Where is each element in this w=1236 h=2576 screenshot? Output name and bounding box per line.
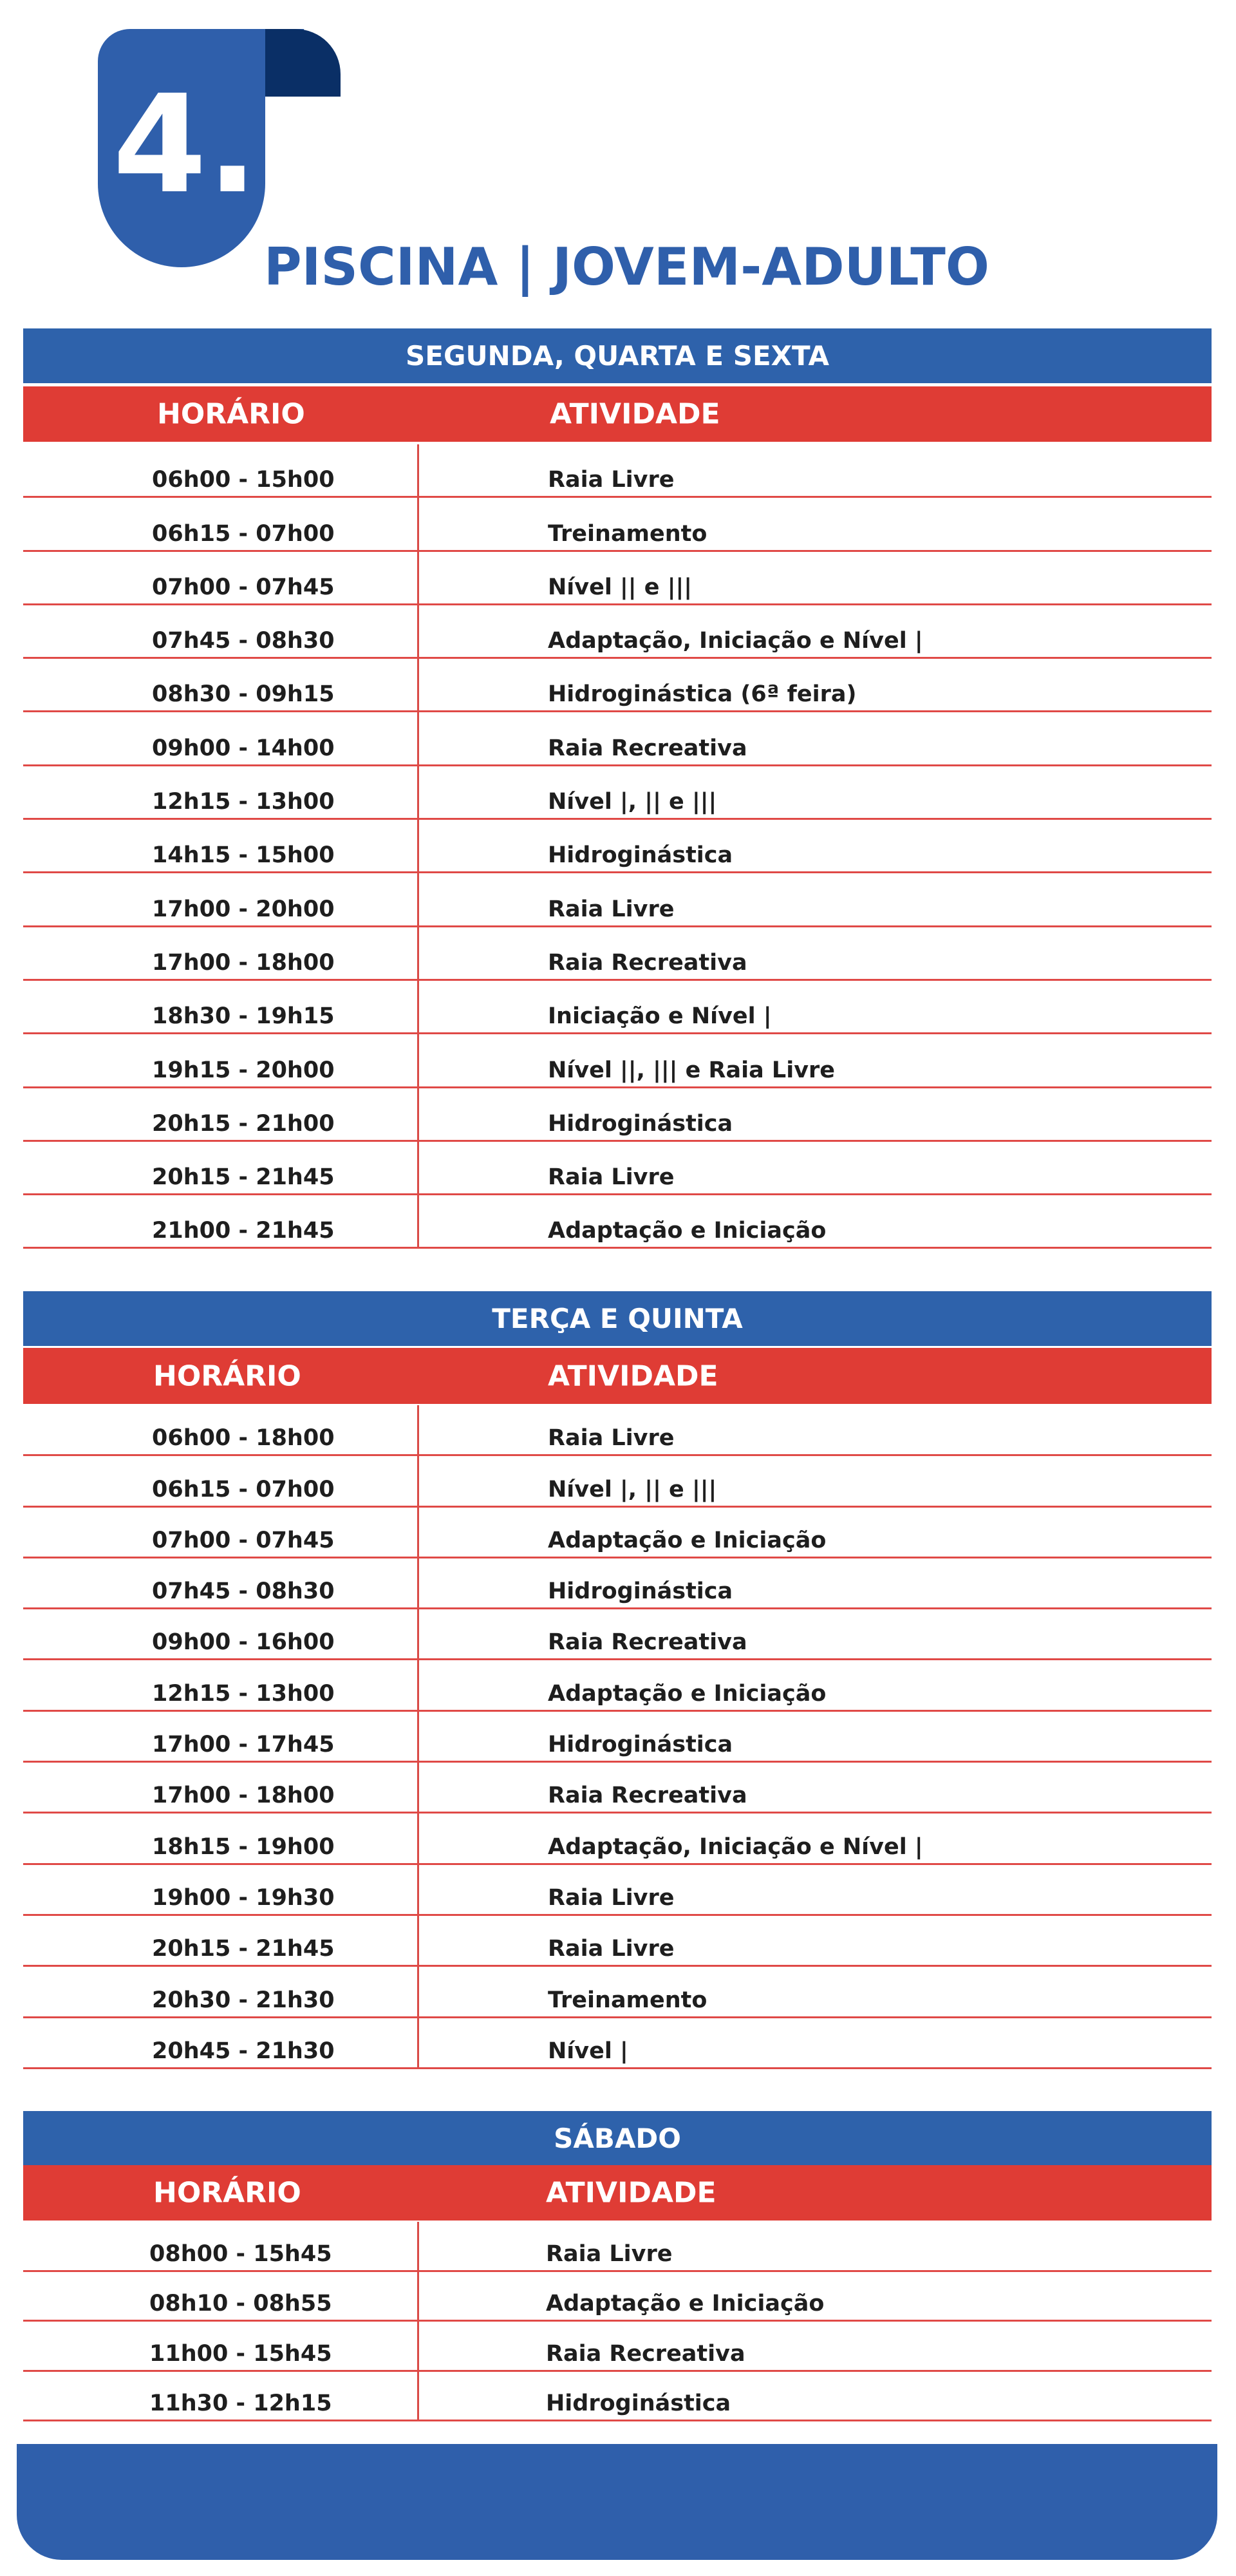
column-header-time: HORÁRIO — [153, 2176, 301, 2210]
schedule-table-body — [23, 1405, 1212, 2069]
row-time: 08h30 - 09h15 — [152, 681, 335, 708]
row-time: 18h15 - 19h00 — [152, 1833, 335, 1860]
table-row — [23, 1865, 1212, 1916]
table-row — [23, 1916, 1212, 1967]
row-time: 07h00 - 07h45 — [152, 1527, 335, 1553]
row-time: 20h45 - 21h30 — [152, 2038, 335, 2064]
table-row — [23, 1814, 1212, 1864]
row-activity: Hidroginástica — [548, 1110, 733, 1137]
row-time: 17h00 - 18h00 — [152, 1783, 335, 1809]
section-title: SÁBADO — [23, 2111, 1212, 2165]
row-time: 17h00 - 20h00 — [152, 896, 335, 922]
table-row — [23, 1142, 1212, 1195]
row-activity: Raia Livre — [548, 1164, 675, 1191]
row-time: 12h15 - 13h00 — [152, 1680, 335, 1707]
row-activity: Nível |, || e ||| — [548, 1476, 717, 1502]
row-activity: Nível ||, ||| e Raia Livre — [548, 1057, 836, 1083]
row-activity: Raia Livre — [548, 1936, 675, 1962]
row-time: 12h15 - 13h00 — [152, 789, 335, 815]
section-number: 4. — [113, 66, 258, 223]
row-time: 17h00 - 17h45 — [152, 1732, 335, 1758]
table-row — [23, 981, 1212, 1034]
row-activity: Nível || e ||| — [548, 574, 693, 600]
row-activity: Raia Livre — [548, 467, 675, 493]
row-time: 19h15 - 20h00 — [152, 1057, 335, 1083]
table-row — [23, 1456, 1212, 1507]
row-time: 07h00 - 07h45 — [152, 574, 335, 600]
schedule-table-body — [23, 444, 1212, 1249]
table-row — [23, 659, 1212, 712]
row-time: 07h45 - 08h30 — [152, 1578, 335, 1605]
column-header-time: HORÁRIO — [157, 397, 305, 431]
table-row — [23, 1088, 1212, 1142]
row-time: 19h00 - 19h30 — [152, 1884, 335, 1911]
row-time: 20h15 - 21h45 — [152, 1164, 335, 1191]
table-row — [23, 1195, 1212, 1249]
row-activity: Raia Livre — [548, 896, 675, 922]
row-activity: Hidroginástica — [548, 1732, 733, 1758]
row-time: 20h15 - 21h00 — [152, 1110, 335, 1137]
table-row — [23, 605, 1212, 659]
table-header — [23, 1348, 1212, 1404]
badge-fold — [265, 29, 341, 97]
table-row — [23, 1558, 1212, 1609]
footer-band — [17, 2444, 1217, 2560]
row-activity: Hidroginástica — [548, 842, 733, 869]
row-time: 08h10 - 08h55 — [149, 2291, 332, 2316]
column-header-activity: ATIVIDADE — [550, 397, 720, 431]
row-activity: Raia Recreativa — [548, 949, 747, 976]
row-time: 20h30 - 21h30 — [152, 1987, 335, 2013]
row-activity: Raia Livre — [548, 1884, 675, 1911]
table-row — [23, 2272, 1212, 2322]
table-row — [23, 766, 1212, 820]
row-activity: Adaptação, Iniciação e Nível | — [548, 1833, 923, 1860]
row-activity: Raia Recreativa — [548, 1783, 747, 1809]
column-header-activity: ATIVIDADE — [548, 1359, 718, 1392]
row-activity: Hidroginástica — [546, 2391, 731, 2416]
section-title: TERÇA E QUINTA — [23, 1291, 1212, 1346]
table-row — [23, 444, 1212, 498]
table-row — [23, 1034, 1212, 1088]
row-time: 06h00 - 18h00 — [152, 1425, 335, 1452]
table-row — [23, 1763, 1212, 1814]
table-row — [23, 1967, 1212, 2018]
table-row — [23, 1405, 1212, 1456]
row-time: 11h30 - 12h15 — [149, 2391, 332, 2416]
table-row — [23, 552, 1212, 605]
row-activity: Raia Recreativa — [548, 1629, 747, 1656]
row-time: 09h00 - 14h00 — [152, 735, 335, 761]
row-activity: Hidroginástica — [548, 1578, 733, 1605]
row-activity: Adaptação e Iniciação — [548, 1680, 827, 1707]
row-activity: Adaptação e Iniciação — [548, 1527, 827, 1553]
row-time: 06h00 - 15h00 — [152, 467, 335, 493]
row-activity: Hidroginástica (6ª feira) — [548, 681, 857, 708]
row-time: 18h30 - 19h15 — [152, 1003, 335, 1030]
row-activity: Adaptação, Iniciação e Nível | — [548, 628, 923, 654]
table-header — [23, 2165, 1212, 2221]
row-time: 07h45 - 08h30 — [152, 628, 335, 654]
table-row — [23, 927, 1212, 981]
row-activity: Adaptação e Iniciação — [546, 2291, 825, 2316]
table-row — [23, 1508, 1212, 1558]
column-header-activity: ATIVIDADE — [546, 2176, 716, 2210]
table-row — [23, 2372, 1212, 2422]
table-row — [23, 873, 1212, 927]
row-activity: Iniciação e Nível | — [548, 1003, 772, 1030]
row-activity: Adaptação e Iniciação — [548, 1218, 827, 1244]
row-time: 21h00 - 21h45 — [152, 1218, 335, 1244]
row-time: 09h00 - 16h00 — [152, 1629, 335, 1656]
table-row — [23, 1609, 1212, 1660]
table-row — [23, 1660, 1212, 1711]
row-time: 06h15 - 07h00 — [152, 520, 335, 547]
table-row — [23, 1712, 1212, 1763]
row-activity: Raia Livre — [548, 1425, 675, 1452]
table-row — [23, 2018, 1212, 2069]
table-row — [23, 712, 1212, 766]
row-activity: Raia Recreativa — [548, 735, 747, 761]
row-activity: Treinamento — [548, 1987, 707, 2013]
table-row — [23, 2222, 1212, 2272]
row-time: 06h15 - 07h00 — [152, 1476, 335, 1502]
row-time: 08h00 - 15h45 — [149, 2240, 332, 2267]
row-time: 14h15 - 15h00 — [152, 842, 335, 869]
row-time: 17h00 - 18h00 — [152, 949, 335, 976]
table-row — [23, 2322, 1212, 2372]
table-header — [23, 386, 1212, 442]
column-header-time: HORÁRIO — [153, 1359, 301, 1392]
row-time: 11h00 - 15h45 — [149, 2340, 332, 2367]
table-row — [23, 820, 1212, 873]
row-activity: Raia Livre — [546, 2240, 673, 2267]
section-title: SEGUNDA, QUARTA E SEXTA — [23, 328, 1212, 383]
row-activity: Nível | — [548, 2038, 628, 2064]
page-title: PISCINA | JOVEM-ADULTO — [264, 237, 989, 297]
row-activity: Nível |, || e ||| — [548, 789, 717, 815]
row-activity: Raia Recreativa — [546, 2340, 745, 2367]
row-time: 20h15 - 21h45 — [152, 1936, 335, 1962]
schedule-table-body — [23, 2222, 1212, 2421]
row-activity: Treinamento — [548, 520, 707, 547]
table-row — [23, 498, 1212, 551]
